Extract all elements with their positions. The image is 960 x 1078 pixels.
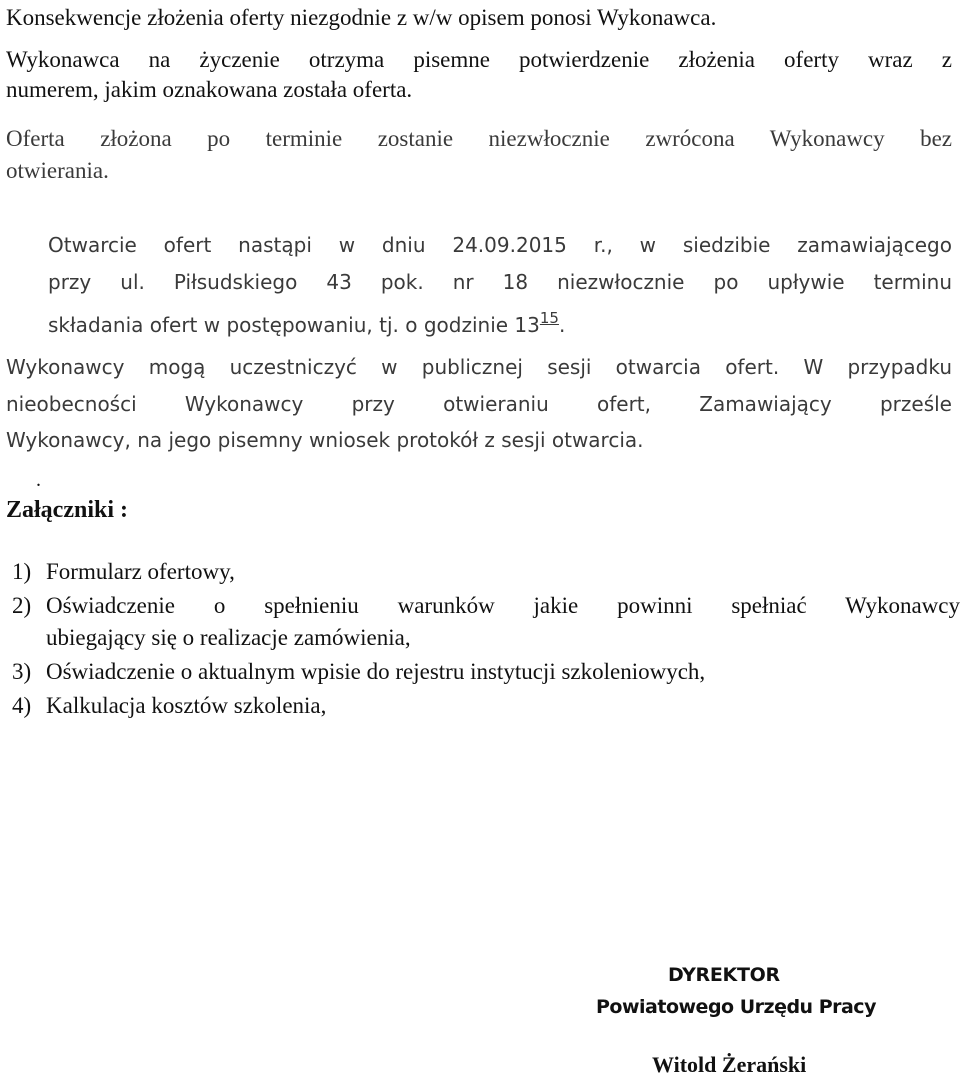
attachment-number: 3): [12, 659, 32, 684]
opening-time-text: składania ofert w postępowaniu, tj. o godzinie 13: [48, 313, 540, 337]
stray-dot: .: [36, 469, 41, 491]
paragraph-late-offer-line2: otwierania.: [6, 158, 109, 183]
attachment-number: 4): [12, 693, 32, 718]
attachment-text: Kalkulacja kosztów szkolenia,: [46, 693, 327, 718]
attachments-heading: Załączniki :: [6, 497, 129, 523]
opening-time-minutes: 15: [539, 309, 559, 327]
paragraph-opening-line3: [48, 304, 565, 339]
paragraph-late-offer-line1: Oferta złożona po terminie zostanie niezwłocznie zwrócona Wykonawcy bez: [6, 126, 952, 151]
attachment-text: Oświadczenie o aktualnym wpisie do rejestru instytucji szkoleniowych,: [46, 659, 706, 684]
signature-title: DYREKTOR: [668, 964, 780, 986]
opening-time-period: .: [558, 313, 566, 337]
paragraph-confirmation-line2: numerem, jakim oznakowana została oferta.: [6, 77, 413, 102]
attachment-text: Formularz ofertowy,: [46, 559, 235, 584]
paragraph-opening-line2: przy ul. Piłsudskiego 43 pok. nr 18 niezwłocznie po upływie terminu: [48, 270, 952, 294]
signature-name: Witold Żerański: [652, 1052, 807, 1077]
paragraph-consequences: Konsekwencje złożenia oferty niezgodnie z w/w opisem ponosi Wykonawca.: [6, 5, 717, 30]
paragraph-public-session-line3: Wykonawcy, na jego pisemny wniosek protokół z sesji otwarcia.: [6, 428, 644, 452]
attachment-number: 2): [12, 593, 32, 618]
signature-office: Powiatowego Urzędu Pracy: [596, 996, 876, 1018]
paragraph-opening-line1: Otwarcie ofert nastąpi w dniu 24.09.2015 r., w siedzibie zamawiającego: [48, 233, 952, 257]
attachment-number: 1): [12, 559, 32, 584]
paragraph-public-session-line1: Wykonawcy mogą uczestniczyć w publicznej sesji otwarcia ofert. W przypadku: [6, 355, 952, 379]
paragraph-public-session-line2: nieobecności Wykonawcy przy otwieraniu ofert, Zamawiający prześle: [6, 392, 952, 416]
attachment-text: ubiegający się o realizacje zamówienia,: [46, 625, 411, 650]
attachment-text: Oświadczenie o spełnieniu warunków jakie powinni spełniać Wykonawcy: [46, 593, 960, 618]
paragraph-confirmation-line1: Wykonawca na życzenie otrzyma pisemne potwierdzenie złożenia oferty wraz z: [6, 47, 952, 72]
